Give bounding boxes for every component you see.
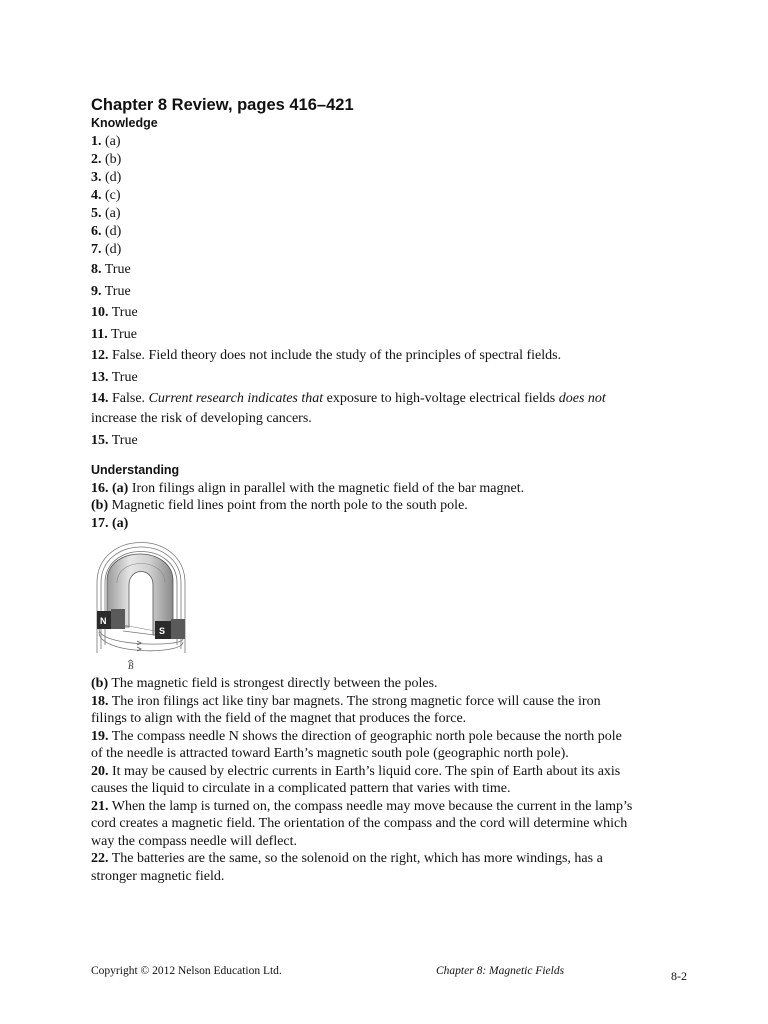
answer-item-4 xyxy=(91,187,691,205)
answer-text: (d) xyxy=(101,242,122,257)
answer-item-15 xyxy=(91,430,691,452)
b-field-label: B xyxy=(128,661,134,671)
answer-item-22 xyxy=(91,850,691,868)
answer-item-1 xyxy=(91,133,691,151)
answer-text: Iron filings align in parallel with the magnetic field of the bar magnet. xyxy=(128,480,525,496)
answer-item-14-cont: increase the risk of developing cancers. xyxy=(91,410,312,426)
answer-number: 9. xyxy=(91,283,102,299)
answer-item-3 xyxy=(91,169,691,187)
horseshoe-magnet-figure xyxy=(93,535,193,673)
answer-item-20-cont: causes the liquid to circulate in a complicated pattern that varies with time. xyxy=(91,781,511,796)
answer-item-19 xyxy=(91,728,691,746)
answer-text: True xyxy=(101,283,131,299)
document-page xyxy=(91,95,691,885)
answer-number: 18. xyxy=(91,693,109,709)
answer-item-8 xyxy=(91,259,691,281)
answer-text: Magnetic field lines point from the north pole to the south pole. xyxy=(108,498,468,513)
answer-text: (c) xyxy=(101,188,121,203)
answer-item-9 xyxy=(91,281,691,303)
north-pole-side xyxy=(111,609,125,629)
answer-item-20 xyxy=(91,763,691,781)
answer-item-6 xyxy=(91,223,691,241)
section-heading-knowledge: Knowledge xyxy=(91,116,158,130)
copyright-notice: Copyright © 2012 Nelson Education Ltd. xyxy=(91,965,282,977)
answer-item-21 xyxy=(91,798,691,816)
answer-text: The iron filings act like tiny bar magnets. The strong magnetic force will cause the iron xyxy=(108,693,601,709)
answer-text: The magnetic field is strongest directly between the poles. xyxy=(108,676,438,691)
answer-item-13 xyxy=(91,367,691,389)
answer-number: 1. xyxy=(91,134,102,149)
answer-item-18 xyxy=(91,693,691,711)
answer-item-18-cont: filings to align with the field of the magnet that produces the force. xyxy=(91,711,467,726)
answer-text: True xyxy=(108,369,138,385)
answer-item-7 xyxy=(91,241,691,259)
field-line xyxy=(123,631,155,635)
answer-item-12 xyxy=(91,345,691,367)
answer-subpart: (b) xyxy=(91,498,109,513)
field-line xyxy=(123,625,155,631)
answer-subpart: (a) xyxy=(112,515,129,531)
south-pole-label: S xyxy=(159,626,166,636)
answer-item-19-cont: of the needle is attracted toward Earth’s magnetic south pole (geographic north pole). xyxy=(91,746,569,761)
answer-item-21-cont: cord creates a magnetic field. The orientation of the compass and the cord will determine which xyxy=(91,816,628,831)
answer-number: 16. xyxy=(91,480,109,496)
answer-text: exposure to high-voltage electrical fields xyxy=(323,391,559,406)
south-pole-side xyxy=(171,619,185,639)
answer-number: 17. xyxy=(91,515,109,531)
north-pole-label: N xyxy=(100,616,107,626)
answer-item-16a xyxy=(91,480,691,498)
answer-item-10 xyxy=(91,302,691,324)
answer-subpart: (b) xyxy=(91,676,109,691)
answer-text-italic: does not xyxy=(558,391,606,406)
answer-text: The batteries are the same, so the solenoid on the right, which has more windings, has a xyxy=(108,851,603,866)
answer-number: 7. xyxy=(91,242,102,257)
knowledge-answer-list xyxy=(91,133,691,388)
section-heading-understanding: Understanding xyxy=(91,462,180,477)
answer-text: True xyxy=(101,262,131,277)
answer-text: True xyxy=(108,305,138,320)
answer-text: True xyxy=(107,326,137,342)
answer-text: (a) xyxy=(101,134,121,149)
answer-number: 12. xyxy=(91,348,109,363)
answer-text: False. xyxy=(108,391,149,406)
answer-item-14 xyxy=(91,388,691,410)
answer-text: (d) xyxy=(101,224,122,239)
answer-item-21-cont: way the compass needle will deflect. xyxy=(91,833,298,849)
answer-number: 14. xyxy=(91,391,109,406)
answer-item-2 xyxy=(91,151,691,169)
page-number: 8-2 xyxy=(671,969,687,983)
answer-number: 8. xyxy=(91,262,102,277)
answer-number: 13. xyxy=(91,369,109,385)
answer-text: (a) xyxy=(101,206,121,221)
answer-text: False. Field theory does not include the study of the principles of spectral fields. xyxy=(108,348,562,363)
answer-number: 2. xyxy=(91,152,102,167)
answer-item-16b xyxy=(91,497,691,515)
page-title: Chapter 8 Review, pages 416–421 xyxy=(91,96,354,114)
answer-number: 6. xyxy=(91,224,102,239)
answer-item-17b xyxy=(91,675,691,693)
answer-text: (d) xyxy=(101,170,122,185)
answer-number: 5. xyxy=(91,206,102,221)
answer-item-22-cont: stronger magnetic field. xyxy=(91,868,225,884)
field-arrow-icon xyxy=(137,641,141,645)
answer-item-17a xyxy=(91,515,691,533)
answer-number: 21. xyxy=(91,798,109,814)
answer-number: 19. xyxy=(91,728,109,744)
answer-item-5 xyxy=(91,205,691,223)
page-footer xyxy=(91,963,691,983)
answer-number: 4. xyxy=(91,188,102,203)
answer-number: 20. xyxy=(91,763,109,779)
answer-text: True xyxy=(108,433,138,448)
answer-text: The compass needle N shows the direction of geographic north pole because the north pole xyxy=(108,728,622,744)
answer-number: 3. xyxy=(91,170,102,185)
answer-number: 22. xyxy=(91,851,109,866)
answer-text: It may be caused by electric currents in Earth’s liquid core. The spin of Earth about its axis xyxy=(108,763,621,779)
answer-number: 10. xyxy=(91,305,109,320)
chapter-footer-title: Chapter 8: Magnetic Fields xyxy=(436,965,565,977)
answer-number: 15. xyxy=(91,433,109,448)
answer-text: (b) xyxy=(101,152,122,167)
answer-text-italic: Current research indicates that xyxy=(148,391,324,406)
answer-subpart: (a) xyxy=(112,480,129,496)
answer-text: When the lamp is turned on, the compass needle may move because the current in the lamp’s xyxy=(108,798,633,814)
answer-number: 11. xyxy=(91,326,108,342)
answer-item-11 xyxy=(91,324,691,346)
